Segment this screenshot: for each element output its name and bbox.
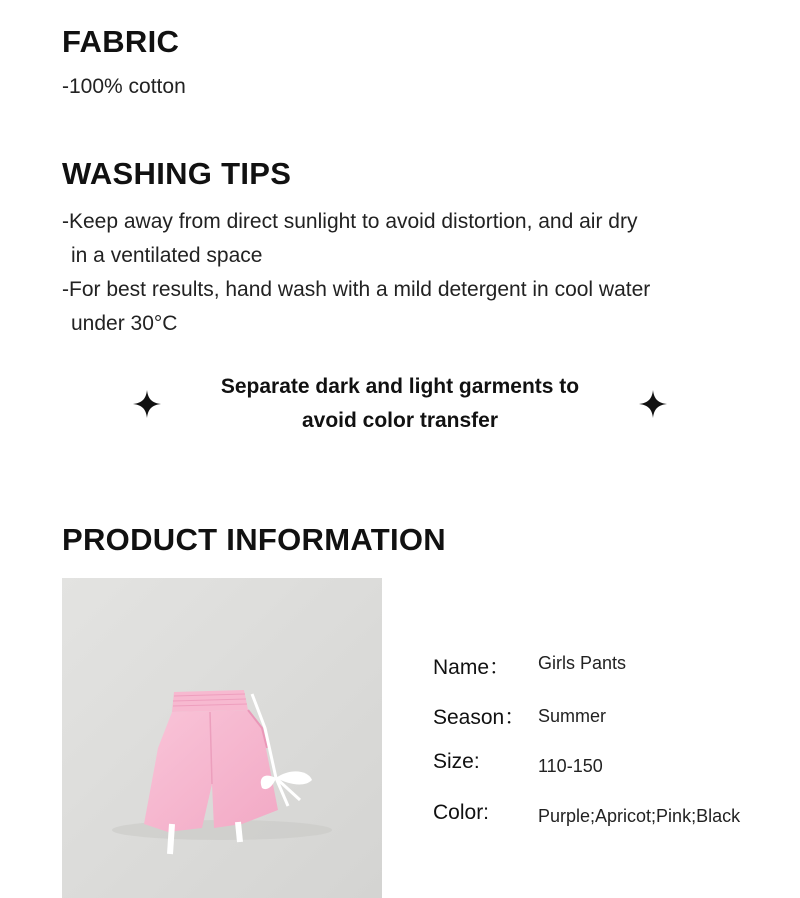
sparkle-star-icon [639,390,667,418]
detail-value-name: Girls Pants [538,653,627,673]
washing-tip-1-line-1: -Keep away from direct sunlight to avoid distortion, and air dry [62,210,638,233]
washing-tip-2-line-1: -For best results, hand wash with a mild detergent in cool water [62,278,651,301]
detail-label-name: Name： [433,656,511,679]
care-callout-line-1: Separate dark and light garments to [220,375,580,398]
product-information-heading: PRODUCT INFORMATION [62,522,446,557]
detail-label-season: Season： [433,706,526,729]
fabric-heading: FABRIC [62,24,180,59]
care-callout [170,370,630,438]
detail-value-size: 110-150 [538,756,603,776]
washing-tips-heading: WASHING TIPS [62,156,292,191]
sparkle-star-icon [133,390,161,418]
detail-label-size: Size: [433,750,480,773]
detail-label-color: Color: [433,801,490,824]
washing-tip-1-line-2: in a ventilated space [71,244,263,267]
fabric-composition: -100% cotton [62,75,186,98]
care-callout-line-2: avoid color transfer [301,409,499,432]
product-photo [62,578,382,898]
pink-shorts-illustration [62,578,382,898]
detail-value-color: Purple;Apricot;Pink;Black [538,806,741,826]
detail-value-season: Summer [538,706,607,726]
washing-tip-2-line-2: under 30°C [71,312,178,335]
